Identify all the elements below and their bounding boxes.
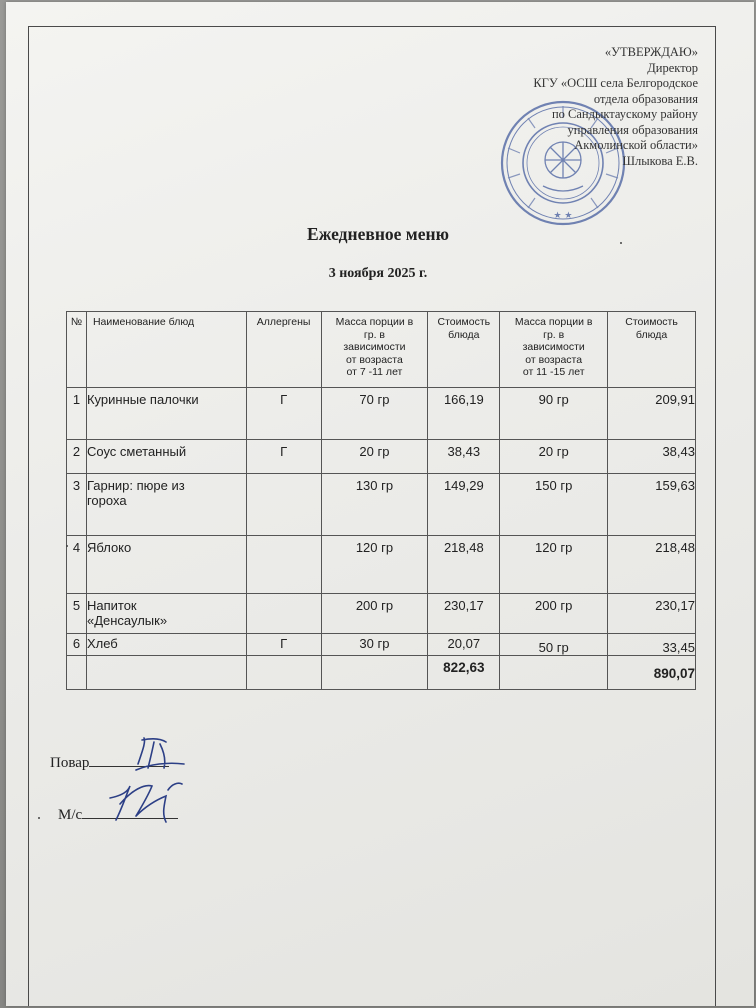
- dish-name: Гарнир: пюре из гороха: [86, 474, 246, 536]
- cost-1-cell: 166,19: [428, 388, 500, 440]
- document-date: 3 ноября 2025 г.: [328, 266, 428, 281]
- dish-name: Куринные палочки: [86, 388, 246, 440]
- nurse-signature-icon: [106, 776, 186, 832]
- cook-label: Повар: [50, 755, 90, 771]
- cost-1-cell: 20,07: [428, 634, 500, 656]
- approval-org-line: отдела образования: [593, 91, 698, 106]
- dish-name: Яблоко: [86, 536, 246, 594]
- cost-2-cell: 230,17: [608, 594, 696, 634]
- totals-row: [67, 656, 696, 690]
- header-num: №: [67, 312, 87, 388]
- empty-cell: [500, 656, 608, 690]
- allergen-cell: [246, 536, 321, 594]
- table-row: [67, 388, 696, 440]
- mass-11-15-cell: 200 гр: [500, 594, 608, 634]
- cost-2-cell: 209,91: [608, 388, 696, 440]
- row-num: 4: [67, 536, 87, 594]
- approval-org-line: по Сандыктаускому району: [551, 107, 698, 121]
- approval-org-line: управления образования: [567, 122, 698, 137]
- approval-org-line: Акмолинской области»: [574, 138, 698, 152]
- mass-7-11-cell: 200 гр: [321, 594, 428, 634]
- table-row: [67, 440, 696, 474]
- cost-2-cell: 159,63: [608, 474, 696, 536]
- row-num: 6: [67, 634, 87, 656]
- cost-1-cell: 38,43: [428, 440, 500, 474]
- row-num: 2: [67, 440, 87, 474]
- dish-name: Напиток «Денсаулык»: [86, 594, 246, 634]
- empty-cell: [321, 656, 428, 690]
- mass-7-11-cell: 130 гр: [321, 474, 428, 536]
- empty-cell: [67, 656, 87, 690]
- header-mass-7-11: Масса порции в гр. в зависимости от возраста от 7 -11 лет: [321, 312, 428, 388]
- mass-7-11-cell: 70 гр: [321, 388, 428, 440]
- nurse-label: М/с: [58, 807, 83, 823]
- empty-cell: [246, 656, 321, 690]
- menu-table: [66, 311, 696, 690]
- speck: [66, 545, 68, 547]
- header-name: Наименование блюд: [86, 312, 246, 388]
- row-num: 1: [67, 388, 87, 440]
- empty-cell: [86, 656, 246, 690]
- cost-2-cell: 218,48: [608, 536, 696, 594]
- table-row: [67, 634, 696, 656]
- dish-name: Соус сметанный: [86, 440, 246, 474]
- total-cost-1: 822,63: [428, 656, 500, 690]
- mass-11-15-cell: 50 гр: [500, 634, 608, 656]
- dish-name: Хлеб: [86, 634, 246, 656]
- mass-11-15-cell: 20 гр: [500, 440, 608, 474]
- allergen-cell: Г: [246, 634, 321, 656]
- mass-7-11-cell: 30 гр: [321, 634, 428, 656]
- mass-11-15-cell: 120 гр: [500, 536, 608, 594]
- approval-signer: Шлыкова Е.В.: [622, 153, 698, 168]
- total-cost-2: 890,07: [608, 656, 696, 690]
- cost-1-cell: 230,17: [428, 594, 500, 634]
- header-mass-11-15: Масса порции в гр. в зависимости от возраста от 11 -15 лет: [500, 312, 608, 388]
- row-num: 3: [67, 474, 87, 536]
- cost-1-cell: 218,48: [428, 536, 500, 594]
- mass-7-11-cell: 20 гр: [321, 440, 428, 474]
- table-row: [67, 474, 696, 536]
- approval-org-line: КГУ «ОСШ села Белгородское: [533, 76, 698, 90]
- svg-text:★ ★: ★ ★: [553, 211, 573, 221]
- cost-2-cell: 38,43: [608, 440, 696, 474]
- cook-signature-icon: [132, 734, 188, 778]
- approval-block: [533, 45, 698, 169]
- cost-1-cell: 149,29: [428, 474, 500, 536]
- table-header-row: [67, 312, 696, 388]
- approval-position: Директор: [647, 60, 698, 75]
- allergen-cell: [246, 594, 321, 634]
- header-allergens: Аллергены: [246, 312, 321, 388]
- mass-11-15-cell: 150 гр: [500, 474, 608, 536]
- mass-7-11-cell: 120 гр: [321, 536, 428, 594]
- allergen-cell: Г: [246, 388, 321, 440]
- header-cost-2: Стоимость блюда: [608, 312, 696, 388]
- speck: [620, 242, 622, 244]
- table-row: [67, 594, 696, 634]
- allergen-cell: [246, 474, 321, 536]
- cost-2-cell: 33,45: [608, 634, 696, 656]
- allergen-cell: Г: [246, 440, 321, 474]
- speck: [38, 817, 40, 819]
- row-num: 5: [67, 594, 87, 634]
- approval-heading: «УТВЕРЖДАЮ»: [604, 45, 698, 59]
- mass-11-15-cell: 90 гр: [500, 388, 608, 440]
- table-row: [67, 536, 696, 594]
- header-cost-1: Стоимость блюда: [428, 312, 500, 388]
- document-title: Ежедневное меню: [307, 224, 449, 244]
